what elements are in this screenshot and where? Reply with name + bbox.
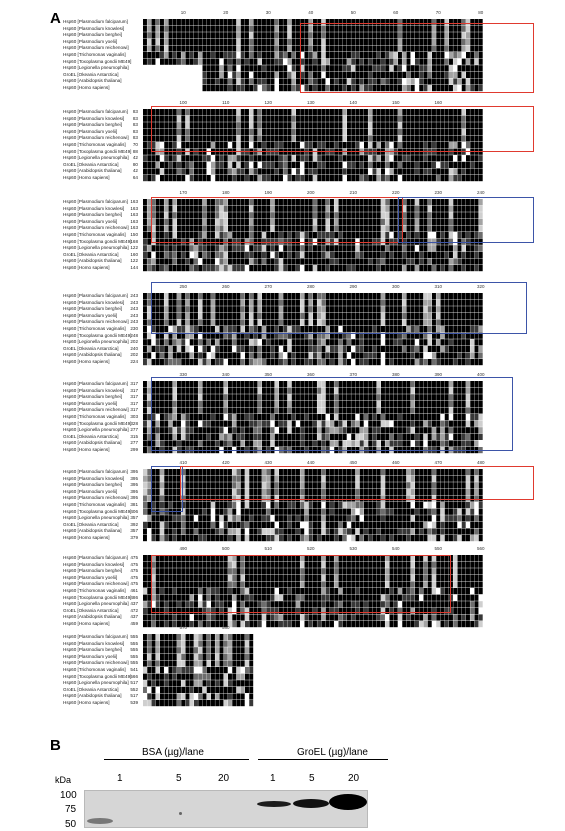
position-tick: 40 (308, 10, 314, 15)
species-name: Hsp60 [Plasmodium berghei] (63, 568, 122, 574)
lane-label: 5 (176, 773, 182, 784)
residue-shading (143, 19, 483, 92)
species-name: Hsp60 [Toxoplasma gondii ME49] (63, 332, 132, 338)
start-position: 317 (130, 400, 138, 406)
species-name: Hsp60 [Arabidopsis thaliana] (63, 258, 122, 264)
position-tick: 480 (476, 460, 485, 465)
start-position: 83 (132, 128, 138, 134)
position-tick: 570 (179, 625, 188, 630)
position-tick: 560 (476, 546, 485, 551)
start-position: 243 (130, 306, 138, 312)
start-position: 122 (130, 245, 138, 251)
species-name: Hsp60 [Homo sapiens] (63, 620, 110, 626)
species-name: Hsp60 [Trichomonas vaginalis] (63, 325, 126, 331)
start-position: 475 (130, 561, 138, 567)
start-position: 163 (130, 205, 138, 211)
species-name: Hsp60 [Legionella pneumophila] (63, 339, 129, 345)
position-tick: 50 (350, 10, 356, 15)
position-tick: 470 (434, 460, 443, 465)
species-name: Hsp60 [Plasmodium yoelii] (63, 312, 118, 318)
start-position: 395 (130, 482, 138, 488)
position-tick: 260 (221, 284, 230, 289)
species-name: GroEL [Okeania Antarctica] (63, 433, 119, 439)
marker-100: 100 (60, 790, 77, 801)
position-ruler (145, 546, 565, 554)
species-name: Hsp60 [Plasmodium berghei] (63, 482, 122, 488)
position-tick: 500 (221, 546, 230, 551)
position-tick: 250 (179, 284, 188, 289)
start-positions (124, 199, 138, 272)
species-name: Hsp60 [Plasmodium berghei] (63, 394, 122, 400)
start-position: 163 (130, 225, 138, 231)
start-position: 42 (132, 155, 138, 161)
position-ruler (145, 625, 565, 633)
species-name: Hsp60 [Trichomonas vaginalis] (63, 231, 126, 237)
position-ruler (145, 460, 565, 468)
start-position: 517 (130, 680, 138, 686)
start-position (124, 52, 138, 59)
bsa-group-label: BSA (µg)/lane (142, 747, 204, 758)
start-position: 122 (130, 258, 138, 264)
start-position: 64 (132, 174, 138, 180)
position-tick: 330 (179, 372, 188, 377)
start-position (124, 85, 138, 92)
alignment-block (63, 372, 533, 454)
alignment-block (63, 10, 533, 92)
position-tick: 190 (264, 190, 273, 195)
start-position: 437 (130, 614, 138, 620)
panel-a-label: A (50, 10, 61, 27)
species-name: Hsp60 [Toxoplasma gondii ME49] (63, 238, 132, 244)
start-position: 42 (132, 168, 138, 174)
species-name: Hsp60 [Plasmodium yoelii] (63, 38, 118, 44)
kda-label: kDa (55, 775, 72, 785)
start-position (124, 65, 138, 72)
species-name: Hsp60 [Arabidopsis thaliana] (63, 440, 122, 446)
species-name: Hsp60 [Legionella pneumophila] (63, 155, 129, 161)
alignment-block (63, 284, 533, 366)
start-position: 202 (130, 352, 138, 358)
alignment-block (63, 625, 533, 707)
start-position: 243 (130, 299, 138, 305)
western-blot (84, 790, 368, 828)
position-tick: 440 (306, 460, 315, 465)
species-name: Hsp60 [Plasmodium reichenowi] (63, 495, 129, 501)
groel-band-lane-5 (293, 799, 329, 808)
start-position: 303 (130, 413, 138, 419)
start-position: 243 (130, 312, 138, 318)
start-position: 202 (130, 339, 138, 345)
position-tick: 550 (434, 546, 443, 551)
species-name: Hsp60 [Plasmodium yoelii] (63, 488, 118, 494)
start-position (124, 32, 138, 39)
position-tick: 270 (264, 284, 273, 289)
species-name: Hsp60 [Plasmodium berghei] (63, 306, 122, 312)
species-name: Hsp60 [Plasmodium knowlesi] (63, 299, 125, 305)
species-name: Hsp60 [Homo sapiens] (63, 264, 110, 270)
start-position (124, 19, 138, 26)
position-tick: 520 (306, 546, 315, 551)
species-name: GroEL [Okeania Antarctica] (63, 686, 119, 692)
position-tick: 420 (221, 460, 230, 465)
start-position: 459 (130, 620, 138, 626)
species-name: Hsp60 [Trichomonas vaginalis] (63, 51, 126, 57)
species-names (63, 199, 132, 272)
position-tick: 110 (222, 100, 230, 105)
position-tick: 200 (306, 190, 315, 195)
start-position: 243 (130, 319, 138, 325)
start-position: 163 (130, 212, 138, 218)
start-position (124, 39, 138, 46)
species-name: Hsp60 [Arabidopsis thaliana] (63, 168, 122, 174)
species-name: Hsp60 [Homo sapiens] (63, 699, 110, 705)
start-position: 243 (130, 293, 138, 298)
species-name: Hsp60 [Plasmodium falciparum] (63, 381, 128, 386)
species-name: Hsp60 [Arabidopsis thaliana] (63, 693, 122, 699)
position-tick: 180 (221, 190, 230, 195)
position-tick: 120 (264, 100, 273, 105)
species-name: Hsp60 [Toxoplasma gondii ME49] (63, 58, 132, 64)
start-position: 475 (130, 555, 138, 560)
start-position: 160 (130, 251, 138, 257)
alignment-block (63, 460, 533, 542)
position-tick: 340 (221, 372, 230, 377)
species-name: Hsp60 [Plasmodium falciparum] (63, 634, 128, 639)
species-name: Hsp60 [Trichomonas vaginalis] (63, 587, 126, 593)
start-position: 317 (130, 387, 138, 393)
position-tick: 370 (349, 372, 358, 377)
position-ruler (145, 100, 565, 108)
marker-50: 50 (65, 819, 77, 830)
start-position: 224 (130, 358, 138, 364)
species-name: GroEL [Okeania Antarctica] (63, 251, 119, 257)
start-position (124, 45, 138, 52)
start-position: 80 (132, 161, 138, 167)
start-position: 486 (130, 594, 138, 600)
start-position: 437 (130, 601, 138, 607)
start-positions (124, 109, 138, 182)
start-position: 566 (130, 673, 138, 679)
bsa-band-lane-1 (87, 818, 113, 824)
position-ruler (145, 284, 565, 292)
position-tick: 130 (306, 100, 315, 105)
position-tick: 170 (179, 190, 188, 195)
start-position: 299 (130, 446, 138, 452)
start-position: 83 (132, 122, 138, 128)
species-name: Hsp60 [Toxoplasma gondii ME49] (63, 148, 132, 154)
species-names (63, 469, 132, 542)
residue-shading (143, 469, 483, 542)
start-position: 517 (130, 693, 138, 699)
species-name: GroEL [Okeania Antarctica] (63, 161, 119, 167)
lane-label: 1 (270, 773, 276, 784)
start-position: 163 (130, 199, 138, 204)
position-tick: 300 (391, 284, 400, 289)
position-tick: 150 (391, 100, 400, 105)
residue-shading (143, 555, 483, 628)
start-position: 230 (130, 325, 138, 331)
species-name: Hsp60 [Toxoplasma gondii ME49] (63, 508, 132, 514)
position-tick: 140 (349, 100, 358, 105)
species-names (63, 634, 132, 707)
position-ruler (145, 372, 565, 380)
bsa-group-underline (104, 759, 249, 760)
species-name: Hsp60 [Plasmodium berghei] (63, 212, 122, 218)
position-tick: 220 (391, 190, 400, 195)
start-position: 555 (130, 640, 138, 646)
panel-b-label: B (50, 737, 61, 754)
alignment-block (63, 190, 533, 272)
position-tick: 540 (391, 546, 400, 551)
lane-label: 20 (218, 773, 230, 784)
position-tick: 380 (391, 372, 400, 377)
start-position: 163 (130, 218, 138, 224)
start-position: 357 (130, 515, 138, 521)
species-name: GroEL [Okeania Antarctica] (63, 345, 119, 351)
position-tick: 460 (391, 460, 400, 465)
species-name: Hsp60 [Plasmodium knowlesi] (63, 475, 125, 481)
species-name: Hsp60 [Homo sapiens] (63, 358, 110, 364)
position-tick: 400 (476, 372, 485, 377)
start-position: 406 (130, 508, 138, 514)
start-position: 392 (130, 521, 138, 527)
position-tick: 310 (434, 284, 443, 289)
start-position: 555 (130, 647, 138, 653)
species-name: Hsp60 [Plasmodium yoelii] (63, 128, 118, 134)
position-tick: 100 (179, 100, 188, 105)
species-name: Hsp60 [Plasmodium knowlesi] (63, 387, 125, 393)
position-tick: 160 (434, 100, 443, 105)
start-position: 395 (130, 475, 138, 481)
position-tick: 510 (264, 546, 273, 551)
marker-75: 75 (65, 804, 77, 815)
start-position: 315 (130, 433, 138, 439)
species-name: Hsp60 [Plasmodium reichenowi] (63, 319, 129, 325)
start-position: 555 (130, 634, 138, 639)
species-names (63, 19, 132, 92)
groel-band-lane-1 (257, 801, 291, 807)
start-position: 552 (130, 686, 138, 692)
position-tick: 320 (476, 284, 485, 289)
start-position: 541 (130, 666, 138, 672)
species-name: Hsp60 [Plasmodium knowlesi] (63, 205, 125, 211)
residue-shading (143, 634, 254, 707)
start-position: 461 (130, 587, 138, 593)
start-position: 248 (130, 332, 138, 338)
start-positions (124, 293, 138, 366)
start-position: 83 (132, 115, 138, 121)
position-tick: 280 (306, 284, 315, 289)
species-name: Hsp60 [Plasmodium reichenowi] (63, 407, 129, 413)
bsa-faint-spot (179, 812, 182, 815)
species-name: Hsp60 [Homo sapiens] (63, 84, 110, 90)
alignment-block (63, 546, 533, 628)
position-tick: 30 (265, 10, 271, 15)
species-name: Hsp60 [Legionella pneumophila] (63, 601, 129, 607)
start-position: 475 (130, 568, 138, 574)
species-name: Hsp60 [Arabidopsis thaliana] (63, 78, 122, 84)
residue-shading (143, 109, 483, 182)
residue-shading (143, 381, 483, 454)
start-position: 395 (130, 488, 138, 494)
position-tick: 20 (223, 10, 229, 15)
position-tick: 10 (180, 10, 186, 15)
start-position: 381 (130, 501, 138, 507)
start-position: 475 (130, 581, 138, 587)
start-position: 150 (130, 231, 138, 237)
position-tick: 360 (306, 372, 315, 377)
species-name: Hsp60 [Plasmodium reichenowi] (63, 135, 129, 141)
position-tick: 210 (349, 190, 358, 195)
start-positions (124, 555, 138, 628)
species-name: Hsp60 [Arabidopsis thaliana] (63, 528, 122, 534)
species-name: Hsp60 [Homo sapiens] (63, 174, 110, 180)
species-name: Hsp60 [Homo sapiens] (63, 534, 110, 540)
species-name: Hsp60 [Legionella pneumophila] (63, 65, 129, 71)
position-tick: 490 (179, 546, 188, 551)
position-ruler (145, 190, 565, 198)
species-name: Hsp60 [Plasmodium falciparum] (63, 555, 128, 560)
species-name: Hsp60 [Plasmodium berghei] (63, 647, 122, 653)
species-name: Hsp60 [Plasmodium yoelii] (63, 653, 118, 659)
species-name: Hsp60 [Plasmodium knowlesi] (63, 561, 125, 567)
species-name: Hsp60 [Plasmodium berghei] (63, 32, 122, 38)
species-name: Hsp60 [Trichomonas vaginalis] (63, 666, 126, 672)
start-positions (124, 19, 138, 92)
species-name: Hsp60 [Plasmodium falciparum] (63, 199, 128, 204)
species-name: Hsp60 [Legionella pneumophila] (63, 680, 129, 686)
start-position: 240 (130, 345, 138, 351)
residue-shading (143, 199, 483, 272)
start-position (124, 78, 138, 85)
groel-group-underline (258, 759, 388, 760)
species-name: GroEL [Okeania Antarctica] (63, 71, 119, 77)
species-name: Hsp60 [Toxoplasma gondii ME49] (63, 420, 132, 426)
start-position: 395 (130, 469, 138, 474)
species-name: Hsp60 [Plasmodium yoelii] (63, 400, 118, 406)
start-position: 472 (130, 607, 138, 613)
start-position: 88 (132, 148, 138, 154)
position-tick: 290 (349, 284, 358, 289)
start-positions (124, 381, 138, 454)
species-name: Hsp60 [Plasmodium falciparum] (63, 19, 128, 24)
start-position: 317 (130, 394, 138, 400)
species-name: Hsp60 [Trichomonas vaginalis] (63, 501, 126, 507)
alignment-block (63, 100, 533, 182)
start-position: 317 (130, 407, 138, 413)
position-tick: 80 (478, 10, 484, 15)
start-position: 83 (132, 109, 138, 114)
species-name: Hsp60 [Plasmodium knowlesi] (63, 640, 125, 646)
start-position: 317 (130, 381, 138, 386)
start-position: 555 (130, 660, 138, 666)
species-name: GroEL [Okeania Antarctica] (63, 607, 119, 613)
species-names (63, 293, 132, 366)
position-tick: 240 (476, 190, 485, 195)
species-name: Hsp60 [Plasmodium falciparum] (63, 109, 128, 114)
start-position (124, 26, 138, 33)
start-position: 379 (130, 534, 138, 540)
start-position: 70 (132, 141, 138, 147)
species-names (63, 109, 132, 182)
start-position: 328 (130, 420, 138, 426)
start-positions (124, 469, 138, 542)
species-name: Hsp60 [Plasmodium reichenowi] (63, 581, 129, 587)
species-name: Hsp60 [Legionella pneumophila] (63, 245, 129, 251)
species-name: Hsp60 [Trichomonas vaginalis] (63, 413, 126, 419)
start-position: 277 (130, 440, 138, 446)
start-position: 144 (130, 264, 138, 270)
position-tick: 430 (264, 460, 273, 465)
species-name: Hsp60 [Plasmodium reichenowi] (63, 660, 129, 666)
start-position: 83 (132, 135, 138, 141)
position-tick: 410 (179, 460, 188, 465)
residue-shading (143, 293, 483, 366)
species-name: Hsp60 [Plasmodium falciparum] (63, 293, 128, 298)
species-name: GroEL [Okeania Antarctica] (63, 521, 119, 527)
position-tick: 530 (349, 546, 358, 551)
lane-label: 1 (117, 773, 123, 784)
species-name: Hsp60 [Plasmodium knowlesi] (63, 25, 125, 31)
position-tick: 60 (393, 10, 399, 15)
species-name: Hsp60 [Plasmodium knowlesi] (63, 115, 125, 121)
start-position: 277 (130, 427, 138, 433)
species-name: Hsp60 [Legionella pneumophila] (63, 515, 129, 521)
species-name: Hsp60 [Trichomonas vaginalis] (63, 141, 126, 147)
position-tick: 580 (221, 625, 230, 630)
species-name: Hsp60 [Arabidopsis thaliana] (63, 352, 122, 358)
start-position: 168 (130, 238, 138, 244)
groel-group-label: GroEL (µg)/lane (297, 747, 368, 758)
species-names (63, 555, 132, 628)
start-position (124, 72, 138, 79)
species-name: Hsp60 [Plasmodium reichenowi] (63, 225, 129, 231)
species-name: Hsp60 [Legionella pneumophila] (63, 427, 129, 433)
species-name: Hsp60 [Plasmodium yoelii] (63, 218, 118, 224)
start-position: 395 (130, 495, 138, 501)
species-name: Hsp60 [Arabidopsis thaliana] (63, 614, 122, 620)
position-ruler (145, 10, 565, 18)
start-position: 475 (130, 574, 138, 580)
lane-label: 20 (348, 773, 360, 784)
start-position: 357 (130, 528, 138, 534)
start-position (124, 59, 138, 66)
species-name: Hsp60 [Plasmodium berghei] (63, 122, 122, 128)
species-name: Hsp60 [Plasmodium falciparum] (63, 469, 128, 474)
start-position: 555 (130, 653, 138, 659)
species-name: Hsp60 [Plasmodium yoelii] (63, 574, 118, 580)
position-tick: 350 (264, 372, 273, 377)
start-position: 539 (130, 699, 138, 705)
species-name: Hsp60 [Homo sapiens] (63, 446, 110, 452)
lane-label: 5 (309, 773, 315, 784)
species-name: Hsp60 [Toxoplasma gondii ME49] (63, 594, 132, 600)
position-tick: 230 (434, 190, 443, 195)
species-names (63, 381, 132, 454)
start-positions (124, 634, 138, 707)
groel-band-lane-20 (329, 794, 367, 810)
position-tick: 70 (435, 10, 441, 15)
position-tick: 390 (434, 372, 443, 377)
species-name: Hsp60 [Toxoplasma gondii ME49] (63, 673, 132, 679)
position-tick: 450 (349, 460, 358, 465)
species-name: Hsp60 [Plasmodium reichenowi] (63, 45, 129, 51)
